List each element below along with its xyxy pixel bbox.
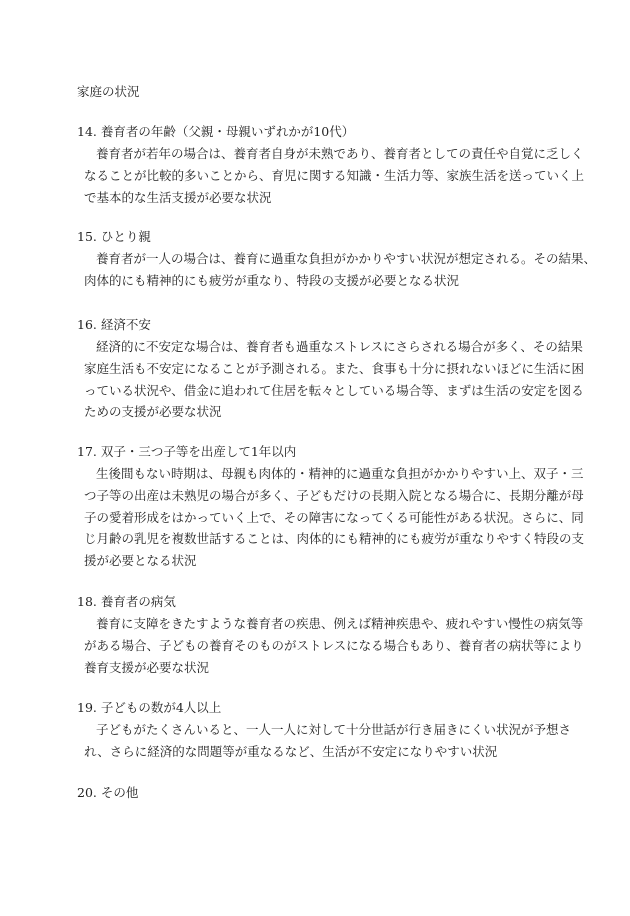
section-text-line: 養育者が若年の場合は、養育者自身が未熟であり、養育者としての責任や自覚に乏しく <box>96 146 584 161</box>
section-heading: 19. 子どもの数が4人以上 <box>77 700 222 715</box>
section-text-line: 養育者が一人の場合は、養育に過重な負担がかかりやすい状況が想定される。その結果、 <box>96 251 597 266</box>
section-text-line: 家庭生活も不安定になることが予測される。また、食事も十分に摂れないほどに生活に困 <box>84 360 585 376</box>
section-text-line: 子の愛着形成をはかっていく上で、その障害になってくる可能性がある状況。さらに、同 <box>84 509 584 525</box>
page-title: 家庭の状況 <box>77 84 140 99</box>
section-text-line: 子どもがたくさんいると、一人一人に対して十分世話が行き届きにくい状況が予想さ <box>96 722 572 737</box>
section-heading: 16. 経済不安 <box>77 317 151 332</box>
section-text-line: 援が必要となる状況 <box>84 553 197 569</box>
section-text-line: じ月齢の乳児を複数世話することは、肉体的にも精神的にも疲労が重なりやすく特段の支 <box>84 531 585 547</box>
section <box>77 317 585 426</box>
section-heading: 15. ひとり親 <box>77 229 151 244</box>
section-heading: 17. 双子・三つ子等を出産して1年以内 <box>77 444 297 459</box>
section-text-line: 経済的に不安定な場合は、養育者も過重なストレスにさらされる場合が多く、その結果 <box>96 339 583 354</box>
section-text-line: っている状況や、借金に追われて住居を転々としている場合等、まずは生活の安定を図る <box>84 382 584 398</box>
section-heading: 18. 養育者の病気 <box>77 594 176 609</box>
section-heading: 14. 養育者の年齢（父親・母親いずれかが10代） <box>77 124 355 139</box>
section-text-line: 肉体的にも精神的にも疲労が重なり、特段の支援が必要となる状況 <box>84 272 460 288</box>
section-text-line: ための支援が必要な状況 <box>84 404 222 420</box>
section-heading: 20. その他 <box>77 785 139 800</box>
section <box>77 594 584 681</box>
section-text-line: れ、さらに経済的な問題等が重なるなど、生活が不安定になりやすい状況 <box>84 743 498 759</box>
section-text-line: 養育支援が必要な状況 <box>84 659 210 675</box>
section-text-line: がある場合、子どもの養育そのものがストレスになる場合もあり、養育者の病状等により <box>84 637 584 653</box>
section <box>77 229 597 295</box>
section-text-line: で基本的な生活支援が必要な状況 <box>84 189 272 205</box>
section <box>77 124 585 211</box>
section <box>77 444 585 575</box>
section-text-line: なることが比較的多いことから、育児に関する知識・生活力等、家族生活を送っていく上 <box>84 167 585 183</box>
section-text-line: つ子等の出産は未熟児の場合が多く、子どもだけの長期入院となる場合に、長期分離が母 <box>84 487 584 503</box>
section <box>77 785 557 807</box>
section-text-line: 生後間もない時期は、母親も肉体的・精神的に過重な負担がかかりやすい上、双子・三 <box>96 466 584 481</box>
section-text-line: 養育に支障をきたすような養育者の疾患、例えば精神疾患や、疲れやすい慢性の病気等 <box>96 616 584 631</box>
section <box>77 700 572 766</box>
